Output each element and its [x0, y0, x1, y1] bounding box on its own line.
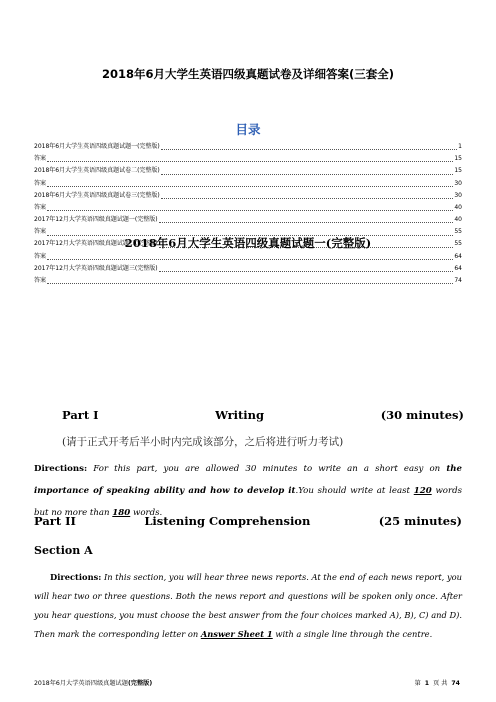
part2-time: (25 minutes) — [378, 514, 462, 528]
toc-entry-label: 2018年6月大学生英语四级真题试题一(完整版) — [34, 142, 160, 150]
toc-entry[interactable] — [34, 178, 462, 190]
toc-entry-label: 答案 — [34, 277, 47, 285]
part1-time: (30 minutes) — [380, 408, 464, 422]
part2-subject: Listening Comprehension — [144, 514, 311, 528]
toc-entry[interactable] — [34, 202, 462, 214]
toc-entry-page: 40 — [454, 216, 462, 224]
part1-name: Part I — [62, 408, 99, 422]
part1-header — [62, 408, 464, 422]
footer-page-total: 74 — [451, 680, 460, 687]
toc-entry-page: 15 — [454, 155, 462, 163]
toc-entry[interactable] — [34, 275, 462, 287]
answer-sheet-ref: Answer Sheet 1 — [200, 629, 273, 639]
toc-entry-label: 答案 — [34, 155, 47, 163]
page-footer — [34, 678, 462, 687]
toc-entry-page: 40 — [454, 203, 462, 211]
footer-title-prefix: 2018年6月大学英语四级真题试题 — [34, 680, 128, 687]
toc-entry-label: 2017年12月大学英语四级真题试题三(完整版) — [34, 264, 158, 272]
part1-directions-text-3: words but no more than — [34, 486, 462, 518]
toc-entry[interactable] — [34, 190, 462, 202]
toc-entry-page: 74 — [454, 277, 462, 285]
toc-entry-label: 2017年12月大学英语四级真题试题一(完整版) — [34, 216, 158, 224]
toc-entry-label: 答案 — [34, 228, 47, 236]
toc-dot-leader — [47, 258, 453, 260]
table-of-contents — [34, 141, 462, 287]
part2-directions-text: In this section, you will hear three news reports. At the end of each news report, you will hear two or three questions. Both the news report and questions will be spoken only once. After you hear questions, you must choose the best answer from the four choices marked A), B), C) and D). Then mark the corresponding letter on — [34, 572, 462, 639]
part1-topic: the importance of speaking ability and how to develop it — [34, 464, 462, 496]
part2-name: Part II — [34, 514, 76, 528]
toc-entry[interactable] — [34, 251, 462, 263]
toc-entry-page: 55 — [454, 240, 462, 248]
toc-entry-page: 30 — [454, 179, 462, 187]
toc-dot-leader — [159, 270, 454, 272]
toc-dot-leader — [159, 221, 454, 223]
section-title: 2018年6月大学生英语四级真题试题一(完整版) — [124, 236, 372, 250]
toc-entry-page: 1 — [458, 142, 462, 150]
toc-entry[interactable] — [34, 214, 462, 226]
part1-directions-text-2: .You should write at least — [295, 486, 414, 496]
footer-title-suffix: (完整版) — [127, 680, 153, 687]
footer-page-info — [415, 678, 462, 687]
footer-page-label: 第 — [414, 680, 421, 687]
part1-directions-text-4: words. — [130, 508, 163, 518]
toc-entry[interactable] — [34, 165, 462, 177]
toc-entry[interactable] — [34, 141, 462, 153]
part2-directions — [34, 568, 462, 644]
toc-entry-label: 答案 — [34, 252, 47, 260]
toc-entry-label: 2018年6月大学生英语四级真题试卷二(完整版) — [34, 167, 160, 175]
toc-dot-leader — [47, 185, 453, 187]
toc-entry-label: 2018年6月大学生英语四级真题试卷三(完整版) — [34, 191, 160, 199]
footer-page-label-mid: 页 共 — [433, 680, 448, 687]
toc-heading: 目录 — [235, 122, 261, 137]
part1-min-words: 120 — [413, 486, 432, 496]
toc-entry-page: 30 — [454, 191, 462, 199]
toc-entry-label: 答案 — [34, 179, 47, 187]
part2-directions-text-2: with a single line through the centre. — [272, 629, 433, 639]
part1-subject: Writing — [215, 408, 265, 422]
toc-dot-leader — [47, 160, 453, 162]
footer-page-current: 1 — [424, 680, 430, 687]
toc-entry[interactable] — [34, 153, 462, 165]
part2-directions-label: Directions: — [50, 572, 102, 582]
toc-dot-leader — [161, 148, 457, 150]
toc-entry-label: 2017年12月大学英语四级真题试题二(完整版) — [34, 240, 158, 248]
toc-entry-label: 答案 — [34, 203, 47, 211]
toc-entry-page: 64 — [454, 264, 462, 272]
toc-entry[interactable] — [34, 263, 462, 275]
toc-dot-leader — [161, 173, 454, 175]
toc-entry-page: 55 — [454, 228, 462, 236]
toc-dot-leader — [47, 282, 453, 284]
part1-note: (请于正式开考后半小时内完成该部分，之后将进行听力考试) — [62, 436, 344, 448]
document-title: 2018年6月大学生英语四级真题试卷及详细答案(三套全) — [101, 67, 395, 81]
toc-dot-leader — [47, 209, 453, 211]
toc-entry-page: 64 — [454, 252, 462, 260]
section-a-title: Section A — [34, 544, 93, 557]
part2-header — [34, 514, 462, 528]
footer-title — [34, 678, 152, 687]
toc-dot-leader — [161, 197, 454, 199]
part1-directions-text: For this part, you are allowed 30 minutes to write an a short easy on — [87, 464, 447, 474]
part1-directions-label: Directions: — [34, 464, 88, 474]
part1-max-words: 180 — [112, 508, 131, 518]
toc-entry-page: 15 — [454, 167, 462, 175]
